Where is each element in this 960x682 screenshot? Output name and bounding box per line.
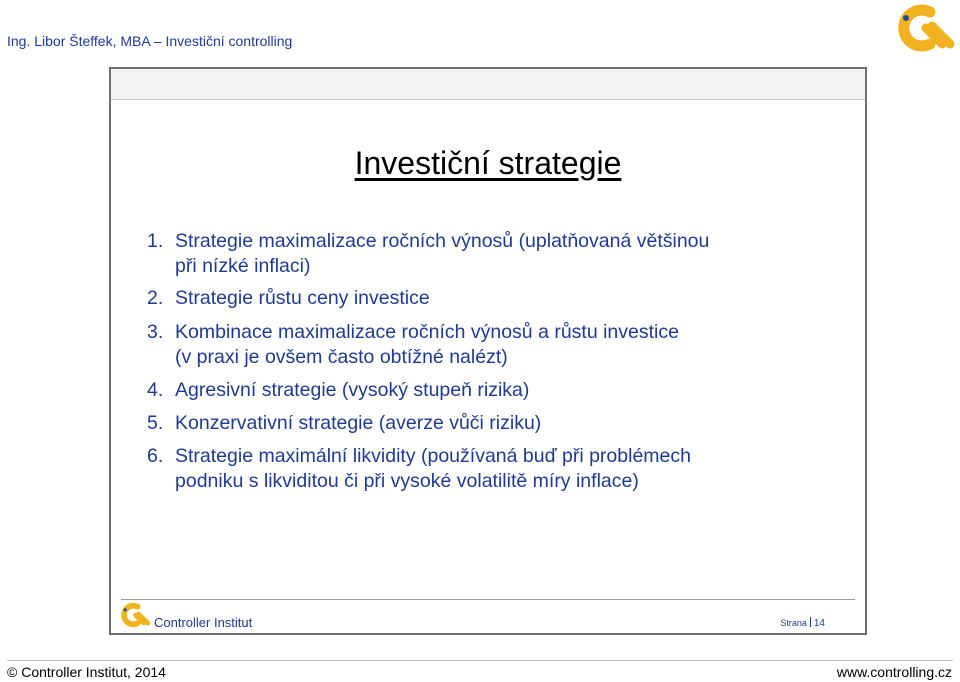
copyright-text: © Controller Institut, 2014 xyxy=(7,664,166,680)
page-number: 14 xyxy=(813,618,825,629)
item-text: Kombinace maximalizace ročních výnosů a růstu investice xyxy=(175,321,679,343)
website-link[interactable]: www.controlling.cz xyxy=(836,664,952,680)
slide-brand-name: Controller Institut xyxy=(154,615,253,630)
item-number: 3. xyxy=(147,321,164,343)
list-item xyxy=(147,229,847,279)
controller-institut-small-logo-icon xyxy=(118,602,152,628)
item-number: 4. xyxy=(147,379,164,401)
list-item xyxy=(147,411,847,436)
item-number: 2. xyxy=(147,287,164,309)
item-text: Konzervativní strategie (averze vůči riziku) xyxy=(175,412,542,434)
slide-title: Investiční strategie xyxy=(354,145,622,181)
item-number: 1. xyxy=(147,230,164,252)
item-text: Strategie maximalizace ročních výnosů (uplatňovaná většinou xyxy=(175,230,710,252)
page-label: Strana xyxy=(780,618,807,628)
document-footer-divider xyxy=(7,660,953,661)
item-text: (v praxi je ovšem často obtížné nalézt) xyxy=(175,346,508,368)
list-item xyxy=(147,378,847,403)
item-text: Strategie maximální likvidity (používaná buď při problémech xyxy=(175,445,691,467)
list-item xyxy=(147,444,847,494)
item-text: Agresivní strategie (vysoký stupeň rizika) xyxy=(175,379,530,401)
strategy-list xyxy=(147,229,847,494)
item-text: Strategie růstu ceny investice xyxy=(175,287,430,309)
page-indicator xyxy=(780,617,825,629)
list-item xyxy=(147,286,847,311)
item-text: podniku s likviditou či při vysoké volatilitě míry inflace) xyxy=(175,470,639,492)
list-item xyxy=(147,320,847,370)
page-separator xyxy=(810,617,811,627)
slide-footer-divider xyxy=(121,599,855,600)
document-header: Ing. Libor Šteffek, MBA – Investiční controlling xyxy=(7,33,293,49)
slide-top-band xyxy=(111,69,865,100)
item-text: při nízké inflaci) xyxy=(175,255,311,277)
slide xyxy=(109,67,867,635)
item-number: 5. xyxy=(147,412,164,434)
item-number: 6. xyxy=(147,445,164,467)
controller-institut-logo-icon xyxy=(892,4,958,52)
